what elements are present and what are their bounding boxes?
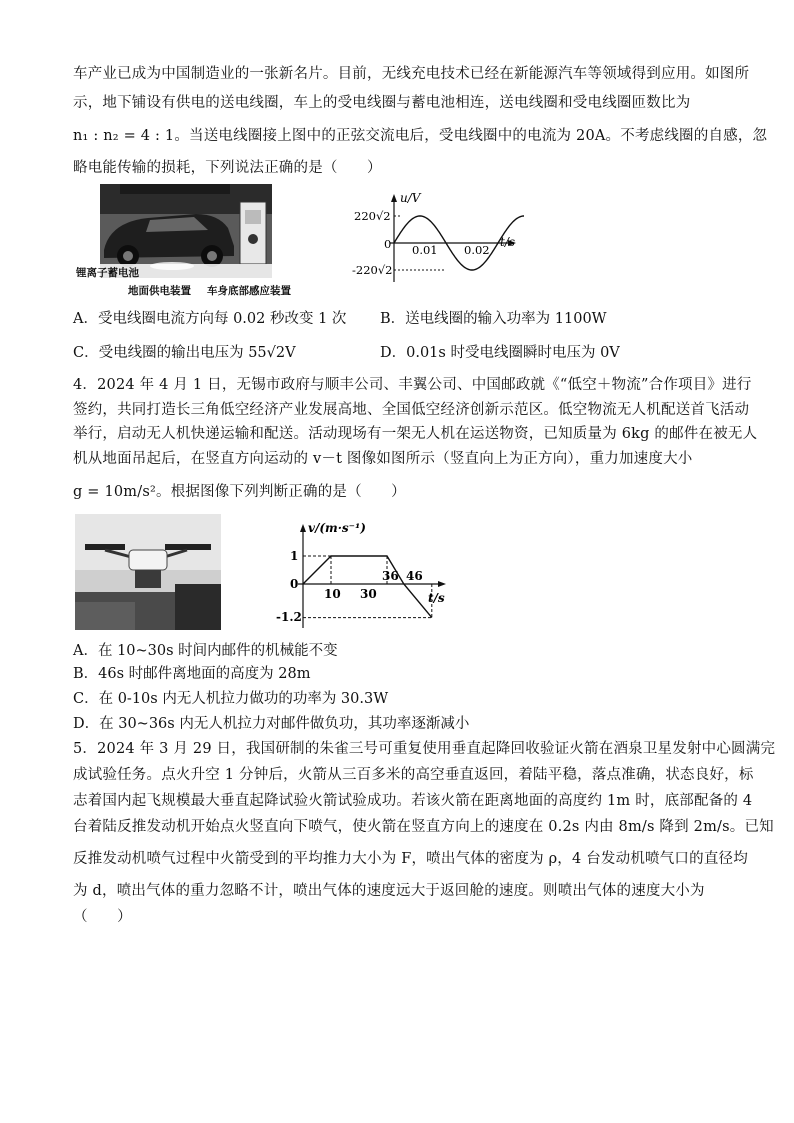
- q3-option-d: D．0.01s 时受电线圈瞬时电压为 0V: [380, 345, 620, 361]
- q3-option-b: B．送电线圈的输入功率为 1100W: [380, 311, 607, 327]
- q5-stem-line-7: （ ）: [73, 909, 132, 925]
- q4-ytick-0: 0: [290, 577, 299, 591]
- q5-stem-line-4: 台着陆反推发动机开始点火竖直向下喷气，使火箭在竖直方向上的速度在 0.2s 内由 8m/s 降到 2m/s。已知: [73, 819, 774, 835]
- q5-stem-line-3: 志着国内起飞规模最大垂直起降试验火箭试验成功。若该火箭在距离地面的高度约 1m 时，底部配备的 4: [73, 793, 753, 809]
- q4-x-label: t/s: [428, 591, 445, 605]
- q3-voltage-graph: [350, 190, 530, 286]
- q3-tick-0.01: 0.01: [412, 243, 438, 257]
- q4-option-a: A．在 10~30s 时间内邮件的机械能不变: [73, 643, 338, 659]
- q3-y-label: u/V: [400, 191, 421, 205]
- q4-ytick-1: 1: [290, 549, 299, 563]
- q4-option-d: D．在 30~36s 内无人机拉力对邮件做负功，其功率逐渐减小: [73, 716, 470, 732]
- q3-stem-line-1: 车产业已成为中国制造业的一张新名片。目前，无线充电技术已经在新能源汽车等领域得到应用。如图所: [73, 66, 750, 82]
- q3-ymax-label: 220√2: [354, 209, 391, 223]
- q4-option-b: B．46s 时邮件离地面的高度为 28m: [73, 666, 311, 682]
- q4-ytick-neg1.2: -1.2: [276, 610, 302, 624]
- q4-y-label: v/(m·s⁻¹): [308, 521, 366, 535]
- q5-stem-line-1: 5．2024 年 3 月 29 日，我国研制的朱雀三号可重复使用垂直起降回收验证火箭在酒泉卫星发射中心圆满完: [73, 741, 776, 757]
- q3-label-car-device: 车身底部感应装置: [207, 285, 291, 297]
- q4-xtick-46: 46: [406, 569, 423, 583]
- q3-tick-0.02: 0.02: [464, 243, 490, 257]
- q4-velocity-graph: [276, 518, 460, 630]
- q3-origin-label: 0: [384, 237, 392, 251]
- q4-option-c: C．在 0-10s 内无人机拉力做功的功率为 30.3W: [73, 691, 389, 707]
- q3-option-c: C．受电线圈的输出电压为 55√2V: [73, 345, 296, 361]
- q4-xtick-36: 36: [382, 569, 399, 583]
- q4-xtick-10: 10: [324, 587, 341, 601]
- q5-stem-line-5: 反推发动机喷气过程中火箭受到的平均推力大小为 F，喷出气体的密度为 ρ，4 台发动机喷气口的直径均: [73, 851, 748, 867]
- q3-stem-line-2: 示，地下铺设有供电的送电线圈，车上的受电线圈与蓄电池相连，送电线圈和受电线圈匝数比为: [73, 95, 691, 111]
- q3-car-photo: [100, 184, 272, 278]
- q4-stem-line-1: 4．2024 年 4 月 1 日，无锡市政府与顺丰公司、丰翼公司、中国邮政就《“低空＋物流”合作项目》进行: [73, 377, 752, 393]
- q4-stem-line-3: 举行，启动无人机快递运输和配送。活动现场有一架无人机在运送物资，已知质量为 6kg 的邮件在被无人: [73, 426, 758, 442]
- q4-stem-line-4: 机从地面吊起后，在竖直方向运动的 v－t 图像如图所示（竖直向上为正方向），重力加速度大小: [73, 451, 693, 467]
- q3-stem-line-3: n₁ : n₂ = 4 : 1。当送电线圈接上图中的正弦交流电后，受电线圈中的电流为 20A。不考虑线圈的自感，忽: [73, 128, 768, 144]
- q3-x-label: t/s: [500, 235, 516, 249]
- q5-stem-line-2: 成试验任务。点火升空 1 分钟后，火箭从三百多米的高空垂直返回，着陆平稳，落点准确，状态良好，标: [73, 767, 754, 783]
- q3-label-battery: 锂离子蓄电池: [76, 267, 139, 279]
- q4-xtick-30: 30: [360, 587, 377, 601]
- q3-label-ground-device: 地面供电装置: [128, 285, 191, 297]
- q4-stem-line-5: g = 10m/s²。根据图像下列判断正确的是（ ）: [73, 484, 406, 500]
- q4-drone-photo: [75, 514, 221, 630]
- q3-ymin-label: -220√2: [352, 263, 393, 277]
- q3-option-a: A．受电线圈电流方向每 0.02 秒改变 1 次: [73, 311, 347, 327]
- q4-stem-line-2: 签约，共同打造长三角低空经济产业发展高地、全国低空经济创新示范区。低空物流无人机配送首飞活动: [73, 402, 750, 418]
- q5-stem-line-6: 为 d，喷出气体的重力忽略不计，喷出气体的速度远大于返回舱的速度。则喷出气体的速度大小为: [73, 883, 705, 899]
- q3-stem-line-4: 略电能传输的损耗，下列说法正确的是（ ）: [73, 160, 382, 176]
